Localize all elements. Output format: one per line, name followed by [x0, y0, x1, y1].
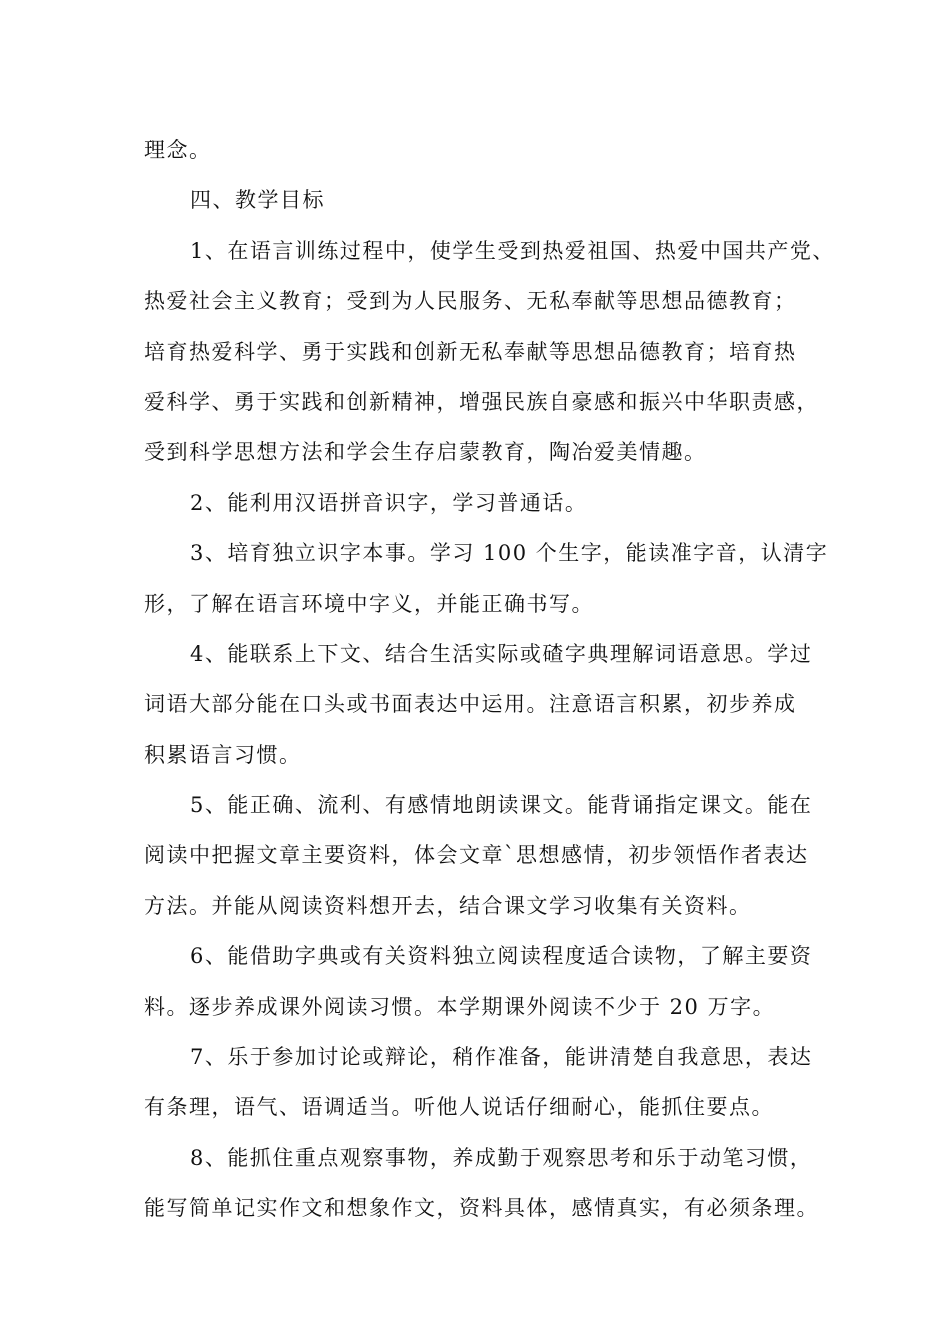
goal-1-line-3: 培育热爱科学、勇于实践和创新无私奉献等思想品德教育；培育热 [144, 339, 797, 364]
document-body [144, 125, 834, 1234]
goal-2-line-1: 2、能利用汉语拼音识字，学习普通话。 [190, 490, 588, 515]
goal-4-line-3: 积累语言习惯。 [144, 742, 302, 767]
goal-7-line-2: 有条理，语气、语调适当。听他人说话仔细耐心，能抓住要点。 [144, 1095, 774, 1120]
goal-1-line-2: 热爱社会主义教育；受到为人民服务、无私奉献等思想品德教育； [144, 289, 797, 314]
goal-1-line-4: 爱科学、勇于实践和创新精神，增强民族自豪感和振兴中华职责感， [144, 389, 819, 414]
goal-5-line-3: 方法。并能从阅读资料想开去，结合课文学习收集有关资料。 [144, 893, 752, 918]
goal-3-line-2: 形，了解在语言环境中字义，并能正确书写。 [144, 591, 594, 616]
goal-8-line-2: 能写简单记实作文和想象作文，资料具体，感情真实，有必须条理。 [144, 1196, 819, 1221]
goal-4-line-2: 词语大部分能在口头或书面表达中运用。注意语言积累，初步养成 [144, 692, 797, 717]
goal-5-line-1: 5、能正确、流利、有感情地朗读课文。能背诵指定课文。能在 [190, 793, 813, 818]
goal-1-line-1: 1、在语言训练过程中，使学生受到热爱祖国、热爱中国共产党、 [190, 238, 835, 263]
goal-6-line-1: 6、能借助字典或有关资料独立阅读程度适合读物，了解主要资 [190, 944, 813, 969]
text-line-continuation: 理念。 [144, 138, 212, 162]
goal-5-line-2: 阅读中把握文章主要资料，体会文章`思想感情，初步领悟作者表达 [144, 843, 809, 868]
goal-4-line-1: 4、能联系上下文、结合生活实际或碴字典理解词语意思。学过 [190, 641, 813, 666]
goal-3-line-1: 3、培育独立识字本事。学习 100 个生字，能读准字音，认清字 [190, 541, 829, 566]
section-heading-teaching-goals: 四、教学目标 [190, 188, 325, 213]
goal-8-line-1: 8、能抓住重点观察事物，养成勤于观察思考和乐于动笔习惯， [190, 1145, 813, 1170]
goal-6-line-2: 料。逐步养成课外阅读习惯。本学期课外阅读不少于 20 万字。 [144, 994, 776, 1019]
goal-1-line-5: 受到科学思想方法和学会生存启蒙教育，陶冶爱美情趣。 [144, 440, 707, 465]
goal-7-line-1: 7、乐于参加讨论或辩论，稍作准备，能讲清楚自我意思，表达 [190, 1045, 813, 1070]
